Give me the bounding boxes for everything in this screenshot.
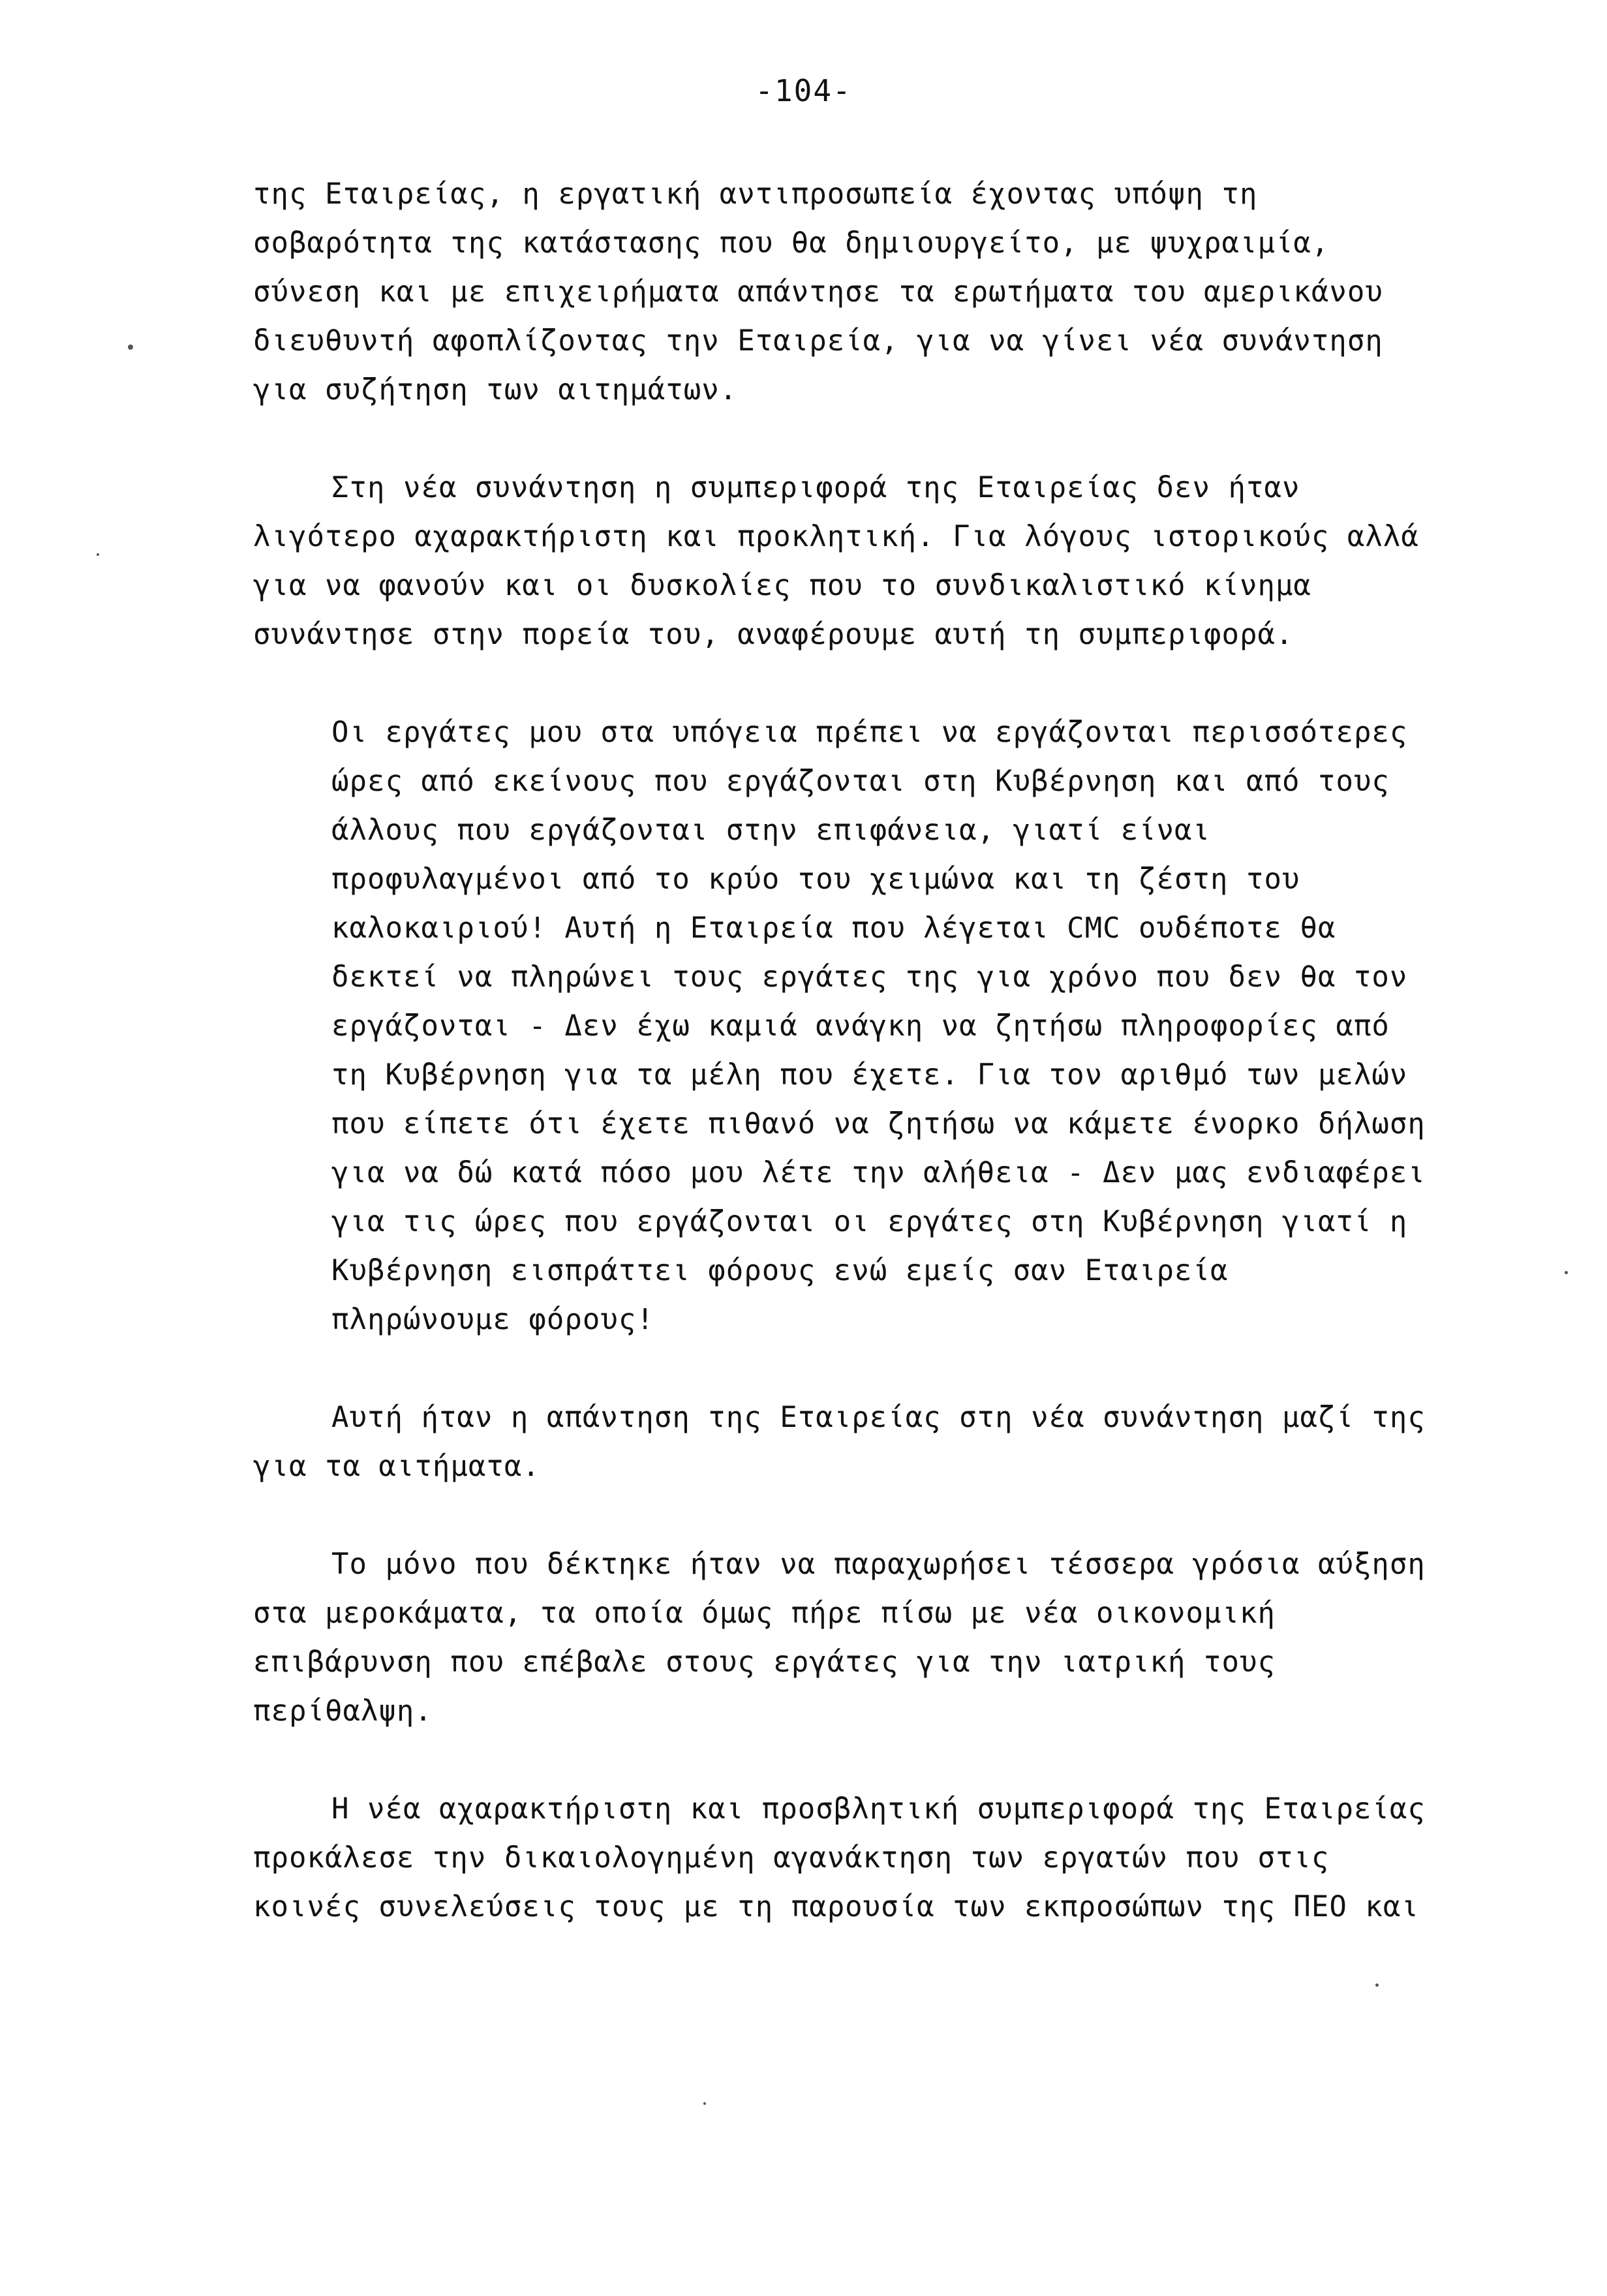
text-line: προκάλεσε την δικαιολογημένη αγανάκτηση των εργατών που στις bbox=[253, 1841, 1330, 1875]
text-line: πληρώνουμε φόρους! bbox=[331, 1303, 654, 1336]
text-line: λιγότερο αχαρακτήριστη και προκλητική. Για λόγους ιστορικούς αλλά bbox=[253, 520, 1419, 553]
text-line: της Εταιρείας, η εργατική αντιπροσωπεία έχοντας υπόψη τη bbox=[253, 177, 1258, 211]
text-line: Οι εργάτες μου στα υπόγεια πρέπει να εργάζονται περισσότερες bbox=[331, 716, 1408, 749]
text-line: δεκτεί να πληρώνει τους εργάτες της για χρόνο που δεν θα τον bbox=[331, 960, 1408, 994]
scan-speck bbox=[1375, 1983, 1379, 1987]
text-line: Κυβέρνηση εισπράττει φόρους ενώ εμείς σαν Εταιρεία bbox=[331, 1254, 1229, 1287]
scan-speck bbox=[128, 344, 133, 350]
text-line: συνάντησε στην πορεία του, αναφέρουμε αυτή τη συμπεριφορά. bbox=[253, 618, 1294, 651]
text-line: επιβάρυνση που επέβαλε στους εργάτες για την ιατρική τους bbox=[253, 1645, 1276, 1679]
text-line: Αυτή ήταν η απάντηση της Εταιρείας στη νέα συνάντηση μαζί της bbox=[331, 1401, 1426, 1434]
scan-speck bbox=[1565, 1271, 1568, 1274]
text-line: καλοκαιριού! Αυτή η Εταιρεία που λέγεται CMC ουδέποτε θα bbox=[331, 911, 1336, 945]
text-line: για τις ώρες που εργάζονται οι εργάτες στη Κυβέρνηση γιατί η bbox=[331, 1205, 1408, 1238]
text-line: σοβαρότητα της κατάστασης που θα δημιουργείτο, με ψυχραιμία, bbox=[253, 226, 1330, 260]
text-line: Στη νέα συνάντηση η συμπεριφορά της Εταιρείας δεν ήταν bbox=[331, 471, 1300, 504]
scan-speck bbox=[703, 2102, 706, 2105]
text-line: για να δώ κατά πόσο μου λέτε την αλήθεια - Δεν μας ενδιαφέρει bbox=[331, 1156, 1426, 1189]
text-line: σύνεση και με επιχειρήματα απάντησε τα ερωτήματα του αμερικάνου bbox=[253, 275, 1383, 309]
text-line: στα μεροκάματα, τα οποία όμως πήρε πίσω με νέα οικονομική bbox=[253, 1597, 1276, 1630]
text-line: Το μόνο που δέκτηκε ήταν να παραχωρήσει τέσσερα γρόσια αύξηση bbox=[331, 1548, 1426, 1581]
text-line: διευθυντή αφοπλίζοντας την Εταιρεία, για να γίνει νέα συνάντηση bbox=[253, 324, 1383, 358]
text-line: περίθαλψη. bbox=[253, 1694, 433, 1728]
scan-speck bbox=[97, 553, 99, 556]
page-number: -104- bbox=[755, 73, 852, 108]
text-line: για να φανούν και οι δυσκολίες που το συνδικαλιστικό κίνημα bbox=[253, 569, 1311, 602]
text-line: για τα αιτήματα. bbox=[253, 1450, 540, 1483]
text-line: για συζήτηση των αιτημάτων. bbox=[253, 373, 738, 406]
text-line: προφυλαγμένοι από το κρύο του χειμώνα και τη ζέστη του bbox=[331, 863, 1300, 896]
text-line: Η νέα αχαρακτήριστη και προσβλητική συμπεριφορά της Εταιρείας bbox=[331, 1792, 1426, 1826]
text-line: ώρες από εκείνους που εργάζονται στη Κυβέρνηση και από τους bbox=[331, 765, 1390, 798]
text-line: που είπετε ότι έχετε πιθανό να ζητήσω να κάμετε ένορκο δήλωση bbox=[331, 1107, 1426, 1140]
text-line: κοινές συνελεύσεις τους με τη παρουσία των εκπροσώπων της ΠΕΟ και bbox=[253, 1890, 1419, 1923]
text-line: άλλους που εργάζονται στην επιφάνεια, γιατί είναι bbox=[331, 814, 1211, 847]
text-line: εργάζονται - Δεν έχω καμιά ανάγκη να ζητήσω πληροφορίες από bbox=[331, 1009, 1390, 1043]
text-line: τη Κυβέρνηση για τα μέλη που έχετε. Για τον αριθμό των μελών bbox=[331, 1058, 1408, 1092]
